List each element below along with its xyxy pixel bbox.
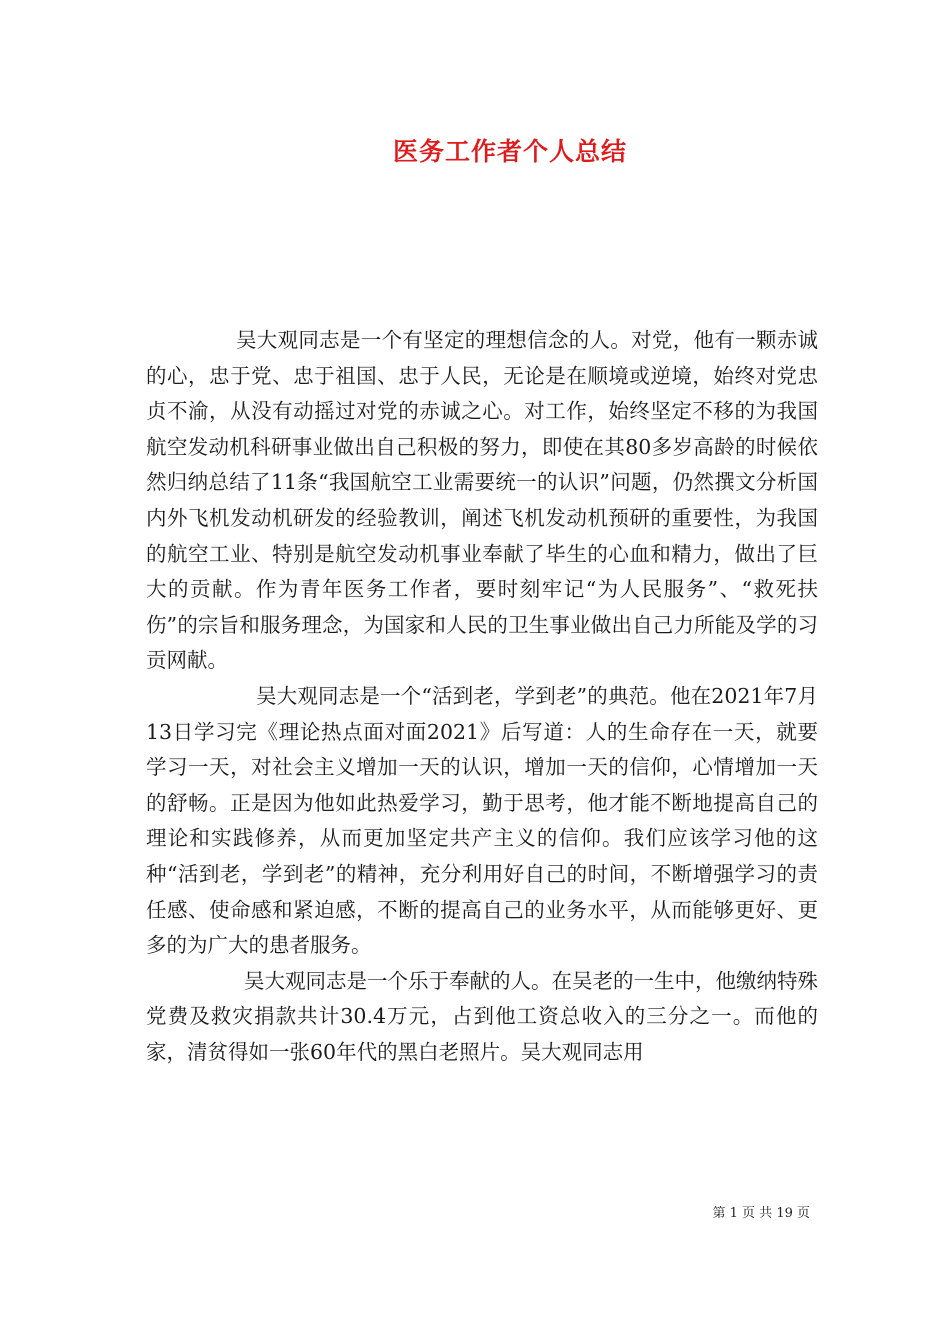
document-title: 医务工作者个人总结 (392, 137, 627, 166)
page-number-footer: 第 1 页 共 19 页 (712, 1206, 810, 1221)
paragraph-2: 吴大观同志是一个“活到老，学到老”的典范。他在2021年7月13日学习完《理论热点面对面2021》后写道：人的生命存在一天，就要学习一天，对社会主义增加一天的认识，增加一天的信仰，心情增加一天的舒畅。正是因为他如此热爱学习，勤于思考，他才能不断地提高自己的理论和实践修养，从而更加坚定共产主义的信仰。我们应该学习他的这种“活到老，学到老”的精神，充分利用好自己的时间，不断增强学习的责任感、使命感和紧迫感，不断的提高自己的业务水平，从而能够更好、更多的为广大的患者服务。 (146, 683, 818, 958)
paragraph-3: 吴大观同志是一个乐于奉献的人。在吴老的一生中，他缴纳特殊党费及救灾捐款共计30.4万元，占到他工资总收入的三分之一。而他的家，清贫得如一张60年代的黑白老照片。吴大观同志用 (146, 968, 818, 1064)
paragraph-1: 吴大观同志是一个有坚定的理想信念的人。对党，他有一颗赤诚的心，忠于党、忠于祖国、忠于人民，无论是在顺境或逆境，始终对党忠贞不渝，从没有动摇过对党的赤诚之心。对工作，始终坚定不移的为我国航空发动机科研事业做出自己积极的努力，即使在其80多岁高龄的时候依然归纳总结了11条“我国航空工业需要统一的认识”问题，仍然撰文分析国内外飞机发动机研发的经验教训，阐述飞机发动机预研的重要性，为我国的航空工业、特别是航空发动机事业奉献了毕生的心血和精力，做出了巨大的贡献。作为青年医务工作者，要时刻牢记“为人民服务”、“救死扶伤”的宗旨和服务理念，为国家和人民的卫生事业做出自己力所能及学的习贡网献。 (146, 328, 818, 673)
document-body (146, 323, 818, 1070)
